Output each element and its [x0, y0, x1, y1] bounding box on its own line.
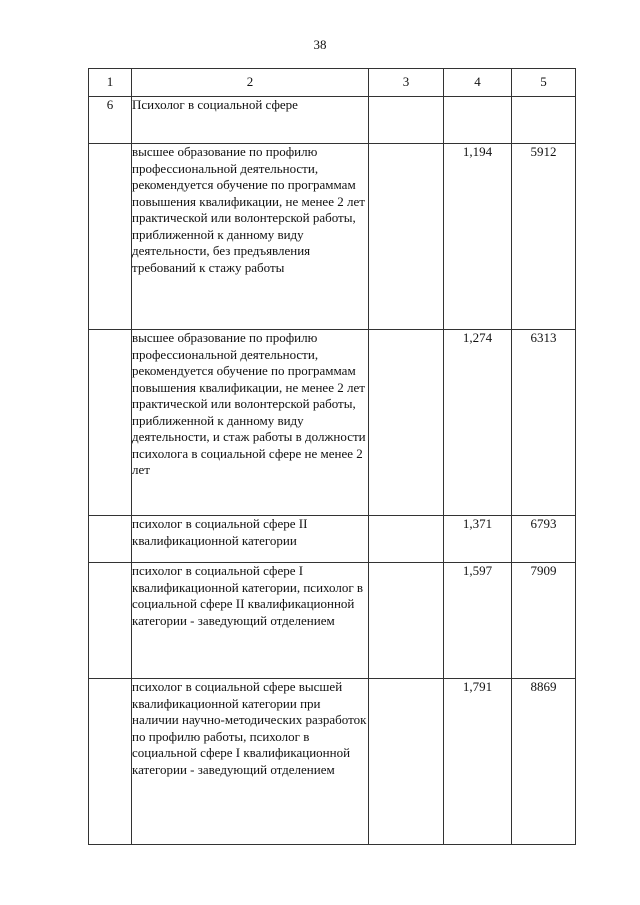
coefficient-cell	[444, 97, 512, 144]
qualification-description-cell: высшее образование по профилю профессиональной деятельности, рекомендуется обучение по программам повышения квалификации, не менее 2 лет практической или волонтерской работы, приближенной к данному виду деятельности, без предъявления требований к стажу работы	[132, 144, 369, 330]
position-title-cell: Психолог в социальной сфере	[132, 97, 369, 144]
qualification-description-cell: психолог в социальной сфере I квалификационной категории, психолог в социальной сфере II квалификационной категории - заведующий отделением	[132, 563, 369, 679]
table-header-row	[89, 69, 576, 97]
header-cell-2: 2	[132, 69, 369, 97]
salary-cell: 6793	[512, 516, 576, 563]
row-index-cell	[89, 330, 132, 516]
salary-cell: 7909	[512, 563, 576, 679]
page-number: 38	[313, 37, 327, 52]
col3-cell	[369, 144, 444, 330]
table-row	[89, 330, 576, 516]
col3-cell	[369, 563, 444, 679]
col3-cell	[369, 516, 444, 563]
header-cell-4: 4	[444, 69, 512, 97]
salary-table	[88, 68, 576, 845]
table-row	[89, 563, 576, 679]
table-row	[89, 97, 576, 144]
salary-cell: 5912	[512, 144, 576, 330]
row-index-cell	[89, 563, 132, 679]
header-cell-3: 3	[369, 69, 444, 97]
coefficient-cell: 1,194	[444, 144, 512, 330]
qualification-description-cell: высшее образование по профилю профессиональной деятельности, рекомендуется обучение по программам повышения квалификации, не менее 2 лет практической или волонтерской работы, приближенной к данному виду деятельности, и стаж работы в должности психолога в социальной сфере не менее 2 лет	[132, 330, 369, 516]
table-row	[89, 679, 576, 845]
qualification-description-cell: психолог в социальной сфере высшей квалификационной категории при наличии научно-методических разработок по профилю работы, психолог в социальной сфере I квалификационной категории - заведующий отделением	[132, 679, 369, 845]
salary-cell: 8869	[512, 679, 576, 845]
header-cell-5: 5	[512, 69, 576, 97]
row-index-cell	[89, 679, 132, 845]
salary-cell: 6313	[512, 330, 576, 516]
col3-cell	[369, 330, 444, 516]
coefficient-cell: 1,597	[444, 563, 512, 679]
salary-cell	[512, 97, 576, 144]
table-row	[89, 516, 576, 563]
coefficient-cell: 1,274	[444, 330, 512, 516]
coefficient-cell: 1,791	[444, 679, 512, 845]
row-index-cell: 6	[89, 97, 132, 144]
row-index-cell	[89, 516, 132, 563]
col3-cell	[369, 679, 444, 845]
row-index-cell	[89, 144, 132, 330]
qualification-description-cell: психолог в социальной сфере II квалификационной категории	[132, 516, 369, 563]
table-row	[89, 144, 576, 330]
coefficient-cell: 1,371	[444, 516, 512, 563]
col3-cell	[369, 97, 444, 144]
header-cell-1: 1	[89, 69, 132, 97]
